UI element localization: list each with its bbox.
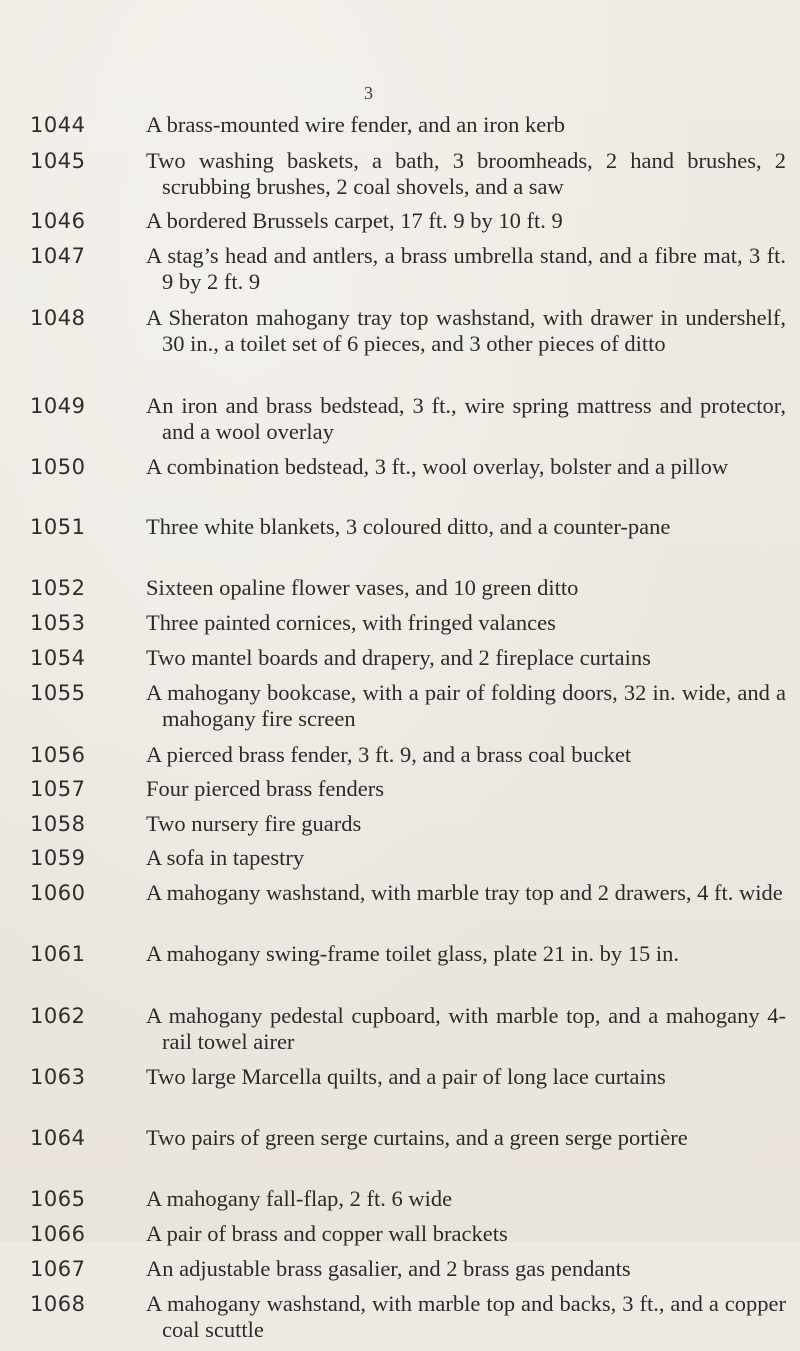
lot-description: A mahogany swing-frame toilet glass, plate 21 in. by 15 in. [146,941,680,966]
lot-number: 1047 [30,244,86,268]
lot-description: Two pairs of green serge curtains, and a green serge portière [146,1125,688,1150]
lot-item [0,1256,800,1291]
lot-number: 1050 [30,455,86,479]
lot-item [0,811,800,845]
lot-item [0,575,800,610]
lot-item [0,941,800,1003]
lot-description: A mahogany washstand, with marble top and backs, 3 ft., and a copper coal scuttle [146,1291,786,1342]
lot-description: A mahogany fall-flap, 2 ft. 6 wide [146,1186,453,1211]
lot-number: 1058 [30,812,86,836]
lot-number: 1053 [30,611,86,635]
lot-number: 1059 [30,846,86,870]
lot-list [0,112,800,1351]
lot-description: Two large Marcella quilts, and a pair of long lace curtains [146,1064,666,1089]
lot-number: 1046 [30,209,86,233]
lot-number: 1067 [30,1257,86,1281]
lot-item [0,1064,800,1125]
lot-item [0,1003,800,1064]
lot-description: A brass-mounted wire fender, and an iron kerb [146,112,565,137]
lot-description: Four pierced brass fenders [146,776,385,801]
lot-item [0,880,800,941]
lot-description: Two washing baskets, a bath, 3 broomheads, 2 hand brushes, 2 scrubbing brushes, 2 coal shovels, and a saw [146,148,786,199]
lot-number: 1068 [30,1292,86,1316]
lot-description: A stag’s head and antlers, a brass umbrella stand, and a fibre mat, 3 ft. 9 by 2 ft. 9 [146,243,786,294]
lot-description: A combination bedstead, 3 ft., wool overlay, bolster and a pillow [146,454,729,479]
lot-description: An iron and brass bedstead, 3 ft., wire spring mattress and protector, and a wool overlay [146,393,786,444]
lot-item [0,645,800,680]
lot-item [0,514,800,575]
lot-number: 1045 [30,149,86,173]
lot-number: 1063 [30,1065,86,1089]
lot-description: Two mantel boards and drapery, and 2 fireplace curtains [146,645,651,670]
lot-item [0,680,800,742]
lot-item [0,845,800,880]
lot-item [0,243,800,305]
lot-item [0,208,800,243]
lot-description: Two nursery fire guards [146,811,362,836]
lot-description: Three white blankets, 3 coloured ditto, and a counter-pane [146,514,671,539]
lot-number: 1057 [30,777,86,801]
lot-item [0,1125,800,1186]
lot-number: 1064 [30,1126,86,1150]
lot-item [0,610,800,645]
lot-number: 1062 [30,1004,86,1028]
lot-item [0,112,800,148]
page-number: 3 [364,83,373,103]
lot-description: A pair of brass and copper wall brackets [146,1221,508,1246]
lot-item [0,305,800,393]
lot-description: A mahogany bookcase, with a pair of folding doors, 32 in. wide, and a mahogany fire screen [146,680,786,731]
lot-description: A mahogany pedestal cupboard, with marble top, and a mahogany 4-rail towel airer [146,1003,786,1054]
lot-description: A Sheraton mahogany tray top washstand, with drawer in undershelf, 30 in., a toilet set of 6 pieces, and 3 other pieces of ditto [146,305,786,356]
lot-number: 1061 [30,942,86,966]
lot-description: A pierced brass fender, 3 ft. 9, and a brass coal bucket [146,742,632,767]
lot-item [0,454,800,514]
lot-number: 1065 [30,1187,86,1211]
lot-description: Sixteen opaline flower vases, and 10 green ditto [146,575,579,600]
lot-number: 1066 [30,1222,86,1246]
lot-description: A sofa in tapestry [146,845,305,870]
lot-number: 1055 [30,681,86,705]
lot-item [0,393,800,454]
lot-item [0,776,800,811]
lot-number: 1052 [30,576,86,600]
lot-description: An adjustable brass gasalier, and 2 brass gas pendants [146,1256,631,1281]
lot-number: 1048 [30,306,86,330]
lot-item [0,1186,800,1221]
lot-number: 1060 [30,881,86,905]
lot-number: 1044 [30,113,86,137]
lot-description: A mahogany washstand, with marble tray top and 2 drawers, 4 ft. wide [146,880,783,905]
lot-number: 1056 [30,743,86,767]
lot-item [0,1291,800,1351]
lot-number: 1049 [30,394,86,418]
lot-item [0,1221,800,1256]
lot-number: 1054 [30,646,86,670]
lot-number: 1051 [30,515,86,539]
lot-item [0,742,800,776]
lot-description: A bordered Brussels carpet, 17 ft. 9 by 10 ft. 9 [146,208,563,233]
lot-item [0,148,800,208]
lot-description: Three painted cornices, with fringed valances [146,610,556,635]
